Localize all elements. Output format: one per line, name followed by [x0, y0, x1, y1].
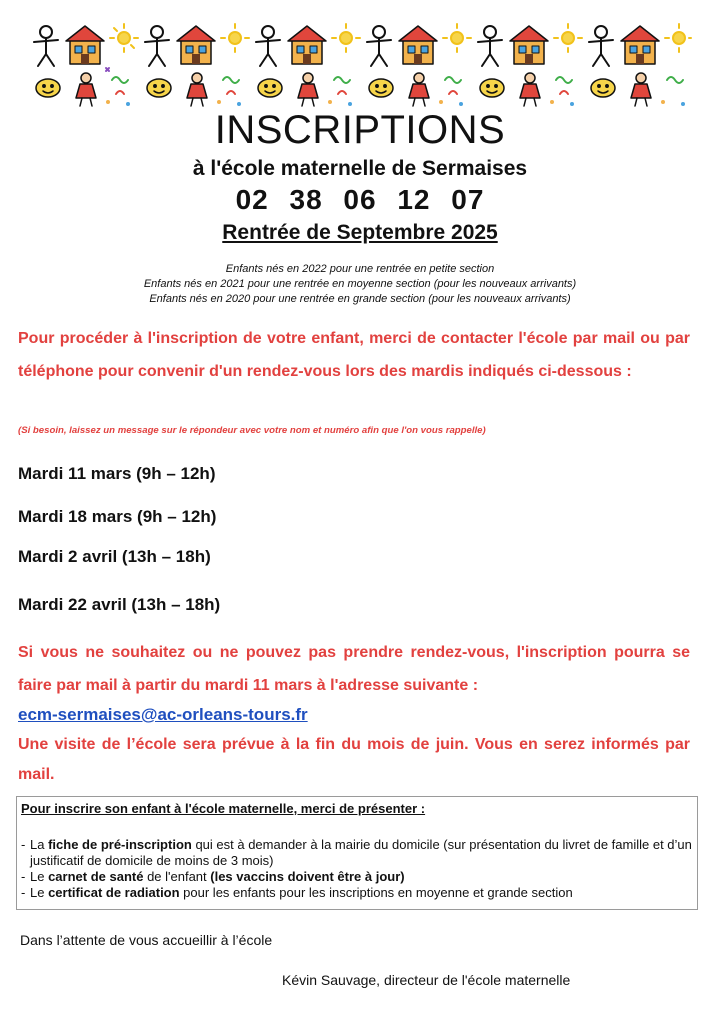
document-item [21, 837, 693, 869]
decorative-banner [28, 20, 692, 108]
appointment-date: Mardi 18 mars (9h – 12h) [18, 507, 217, 526]
school-year-heading [0, 220, 720, 246]
page-title: INSCRIPTIONS [214, 108, 506, 152]
kids-drawings-illustration [28, 20, 692, 108]
age-line: Enfants nés en 2022 pour une rentrée en petite section [225, 263, 495, 275]
documents-heading: Pour inscrire son enfant à l'école maternelle, merci de présenter : [21, 801, 426, 816]
appointment-date: Mardi 2 avril (13h – 18h) [18, 547, 211, 566]
item-text: Le [30, 885, 49, 900]
signature: Kévin Sauvage, directeur de l'école maternelle [282, 972, 571, 988]
item-text: La [30, 837, 49, 852]
banner-unit [34, 24, 138, 106]
required-documents-box [16, 796, 698, 910]
item-bold: (les vaccins doivent être à jour) [210, 869, 405, 884]
banner-pattern [34, 24, 691, 106]
visit-paragraph: Une visite de l’école sera prévue à la fin du mois de juin. Vous en serez informés par mail. [18, 736, 690, 783]
item-text: qui est à demander à la mairie du domicile (sur présentation du livret de famille et d’un justificatif de domicile de moins de 3 mois) [30, 837, 692, 868]
instructions-paragraph: Pour procéder à l'inscription de votre enfant, merci de contacter l'école par mail ou par téléphone pour convenir d'un rendez-vous lors des mardis indiqués ci-dessous : [18, 330, 690, 380]
voicemail-note: (Si besoin, laissez un message sur le répondeur avec votre nom et numéro afin que l'on vous rappelle) [18, 425, 486, 436]
item-text: pour les enfants pour les inscriptions en moyenne et grande section [179, 885, 573, 900]
document-item [21, 885, 693, 901]
age-line: Enfants nés en 2020 pour une rentrée en grande section (pour les nouveaux arrivants) [149, 293, 571, 305]
item-text: Le [30, 869, 49, 884]
phone-number: 02 38 06 12 07 [235, 184, 485, 215]
age-line: Enfants nés en 2021 pour une rentrée en moyenne section (pour les nouveaux arrivants) [143, 278, 577, 290]
closing-line: Dans l’attente de vous accueillir à l’école [20, 932, 273, 948]
appointment-date: Mardi 22 avril (13h – 18h) [18, 595, 221, 614]
age-eligibility-list [0, 262, 720, 307]
item-bold: certificat de radiation [48, 885, 180, 900]
documents-list [21, 837, 693, 901]
school-email-link[interactable]: ecm-sermaises@ac-orleans-tours.fr [18, 705, 308, 724]
document-item [21, 869, 693, 885]
appointment-date: Mardi 11 mars (9h – 12h) [18, 464, 216, 483]
item-bold: carnet de santé [48, 869, 144, 884]
item-bold: fiche de pré-inscription [48, 837, 192, 852]
school-year-label: Rentrée de Septembre 2025 [222, 221, 498, 244]
school-name: à l'école maternelle de Sermaises [192, 157, 528, 180]
item-text: de l'enfant [143, 869, 211, 884]
email-alternative-paragraph: Si vous ne souhaitez ou ne pouvez pas prendre rendez-vous, l'inscription pourra se faire par mail à partir du mardi 11 mars à l'adresse suivante : [18, 644, 690, 694]
